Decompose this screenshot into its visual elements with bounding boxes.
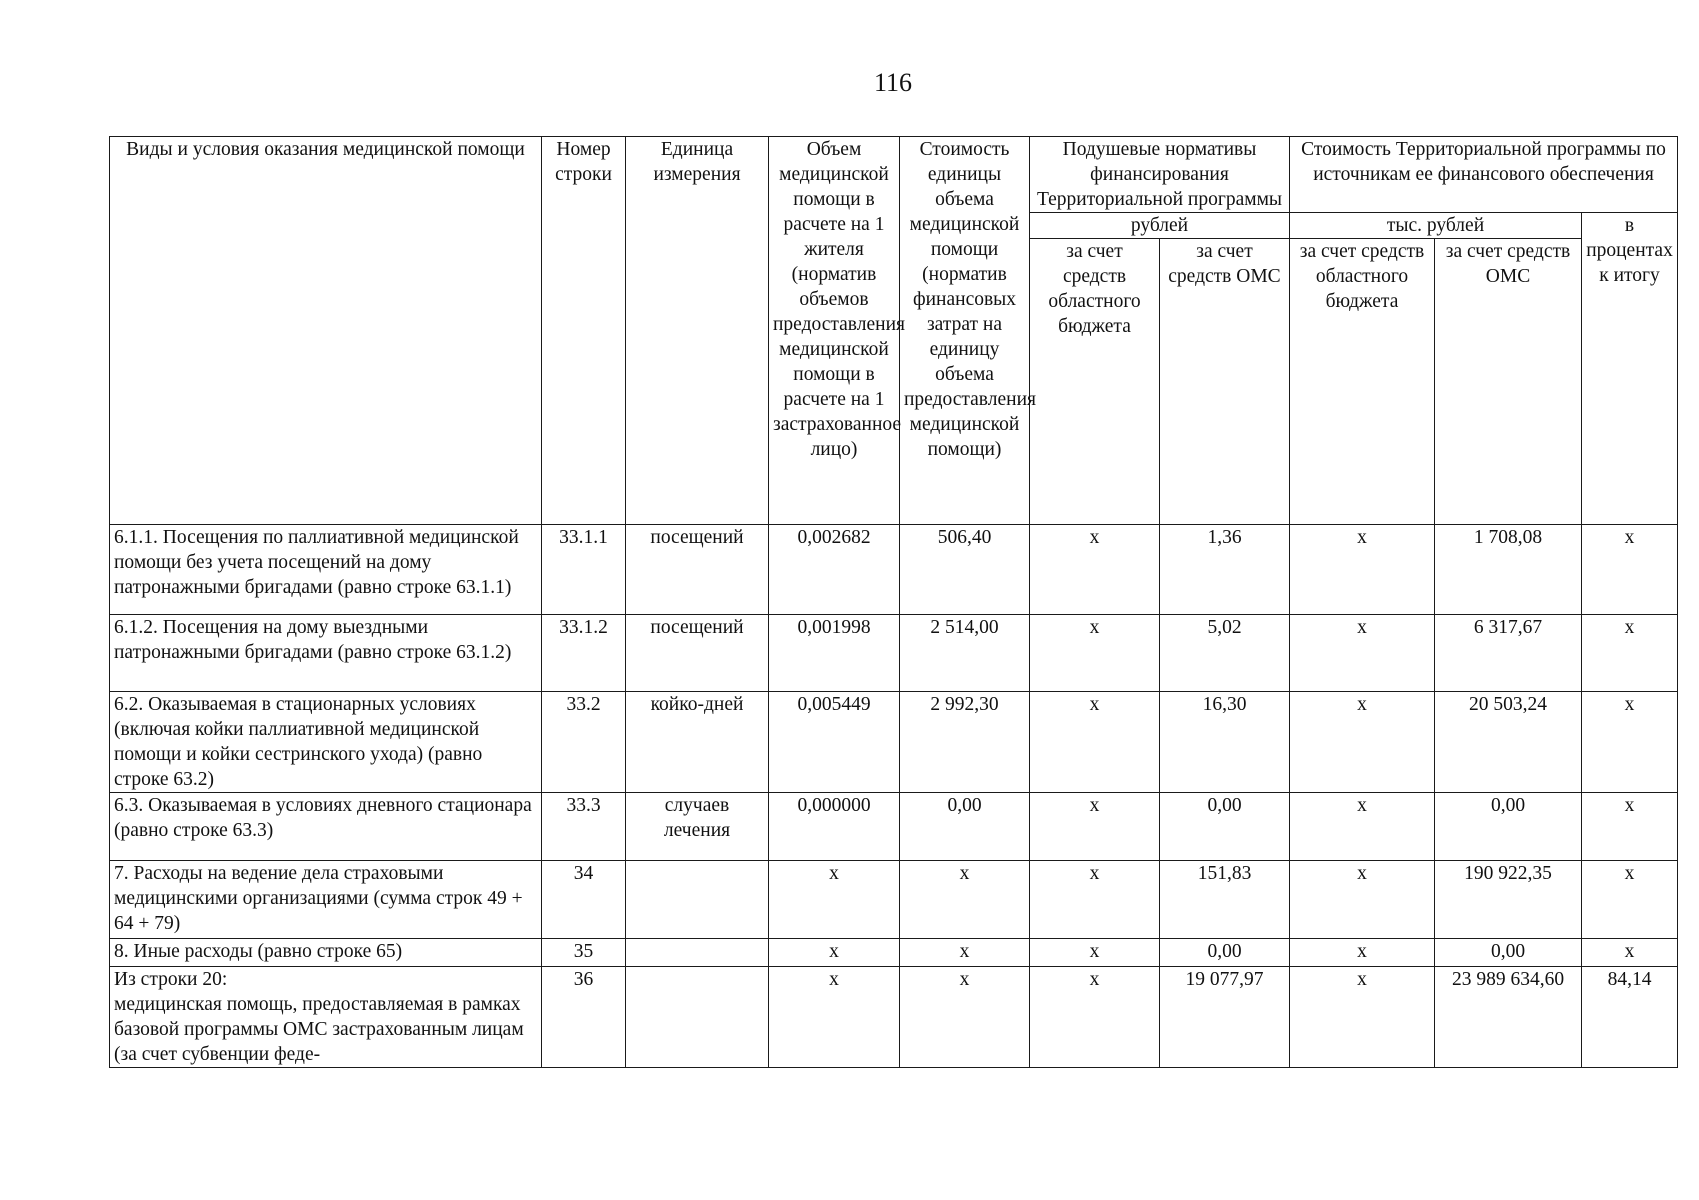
row-tc-budget: х xyxy=(1290,939,1435,967)
row-number: 33.1.1 xyxy=(542,525,626,615)
row-volume: 0,000000 xyxy=(769,793,900,861)
row-volume: х xyxy=(769,939,900,967)
row-percent: х xyxy=(1582,615,1678,692)
table-row xyxy=(110,861,1678,939)
row-tc-oms: 23 989 634,60 xyxy=(1435,967,1582,1068)
row-name: 7. Расходы на ведение дела страховыми медицинскими организациями (сумма строк 49 + 64 + 79) xyxy=(110,861,542,939)
row-cost: 0,00 xyxy=(900,793,1030,861)
table-row xyxy=(110,939,1678,967)
table-row xyxy=(110,615,1678,692)
header-type: Виды и условия оказания медицинской помощи xyxy=(110,137,542,525)
row-name: Из строки 20: xyxy=(114,969,228,990)
row-tc-budget: х xyxy=(1290,525,1435,615)
row-pc-budget: х xyxy=(1030,615,1160,692)
row-number: 33.2 xyxy=(542,692,626,793)
row-unit xyxy=(626,939,769,967)
row-number: 36 xyxy=(542,967,626,1068)
header-pc-oms: за счет средств ОМС xyxy=(1160,239,1290,525)
row-pc-oms: 151,83 xyxy=(1160,861,1290,939)
row-tc-oms: 190 922,35 xyxy=(1435,861,1582,939)
row-tc-budget: х xyxy=(1290,615,1435,692)
row-cost: х xyxy=(900,967,1030,1068)
row-percent: х xyxy=(1582,861,1678,939)
header-row-number: Номер строки xyxy=(542,137,626,525)
row-unit: случаев лечения xyxy=(626,793,769,861)
table-row xyxy=(110,525,1678,615)
row-pc-budget: х xyxy=(1030,939,1160,967)
header-volume: Объем медицинской помощи в расчете на 1 жителя (норматив объемов предоставления медицинской помощи в расчете на 1 застрахованное лицо) xyxy=(769,137,900,525)
row-tc-oms: 0,00 xyxy=(1435,939,1582,967)
financing-table xyxy=(109,136,1678,1068)
row-pc-budget: х xyxy=(1030,967,1160,1068)
row-unit xyxy=(626,967,769,1068)
row-pc-oms: 5,02 xyxy=(1160,615,1290,692)
header-cost: Стоимость единицы объема медицинской помощи (норматив финансовых затрат на единицу объема предоставления медицинской помощи) xyxy=(900,137,1030,525)
row-cost: 2 514,00 xyxy=(900,615,1030,692)
row-pc-oms: 19 077,97 xyxy=(1160,967,1290,1068)
row-name-cell xyxy=(110,967,542,1068)
header-program-cost-group: Стоимость Территориальной программы по источникам ее финансового обеспечения xyxy=(1290,137,1678,213)
header-thousand-rub: тыс. рублей xyxy=(1290,213,1582,239)
row-name: 6.1.1. Посещения по паллиативной медицинской помощи без учета посещений на дому патронажными бригадами (равно строке 63.1.1) xyxy=(110,525,542,615)
row-number: 33.3 xyxy=(542,793,626,861)
row-name: 6.3. Оказываемая в условиях дневного стационара (равно строке 63.3) xyxy=(110,793,542,861)
row-number: 35 xyxy=(542,939,626,967)
row-percent: х xyxy=(1582,525,1678,615)
page-number: 116 xyxy=(873,68,913,97)
header-tc-budget: за счет средств областного бюджета xyxy=(1290,239,1435,525)
row-tc-oms: 0,00 xyxy=(1435,793,1582,861)
row-volume: 0,005449 xyxy=(769,692,900,793)
row-cost: х xyxy=(900,939,1030,967)
row-percent: х xyxy=(1582,939,1678,967)
row-tc-oms: 6 317,67 xyxy=(1435,615,1582,692)
table-row xyxy=(110,692,1678,793)
row-pc-budget: х xyxy=(1030,525,1160,615)
row-tc-budget: х xyxy=(1290,692,1435,793)
row-name: 8. Иные расходы (равно строке 65) xyxy=(110,939,542,967)
row-number: 33.1.2 xyxy=(542,615,626,692)
row-cost: 2 992,30 xyxy=(900,692,1030,793)
row-pc-budget: х xyxy=(1030,861,1160,939)
row-number: 34 xyxy=(542,861,626,939)
header-percent: в процентах к итогу xyxy=(1582,213,1678,525)
row-tc-budget: х xyxy=(1290,967,1435,1068)
row-volume: 0,002682 xyxy=(769,525,900,615)
header-pc-budget: за счет средств областного бюджета xyxy=(1030,239,1160,525)
row-tc-budget: х xyxy=(1290,861,1435,939)
row-name: 6.2. Оказываемая в стационарных условиях (включая койки паллиативной медицинской помощи и койки сестринского ухода) (равно строке 63.2) xyxy=(110,692,542,793)
table-row xyxy=(110,967,1678,1068)
row-unit xyxy=(626,861,769,939)
header-row-1 xyxy=(110,137,1678,213)
row-percent: х xyxy=(1582,692,1678,793)
row-pc-oms: 1,36 xyxy=(1160,525,1290,615)
row-pc-oms: 0,00 xyxy=(1160,793,1290,861)
header-tc-oms: за счет средств ОМС xyxy=(1435,239,1582,525)
row-percent: х xyxy=(1582,793,1678,861)
header-rub: рублей xyxy=(1030,213,1290,239)
row-pc-budget: х xyxy=(1030,692,1160,793)
row-pc-oms: 16,30 xyxy=(1160,692,1290,793)
row-name-continuation: медицинская помощь, предоставляемая в рамках базовой программы ОМС застрахованным лицам (за счет субвенции феде- xyxy=(114,994,524,1065)
row-pc-oms: 0,00 xyxy=(1160,939,1290,967)
row-name: 6.1.2. Посещения на дому выездными патронажными бригадами (равно строке 63.1.2) xyxy=(110,615,542,692)
header-unit: Единица измерения xyxy=(626,137,769,525)
row-volume: 0,001998 xyxy=(769,615,900,692)
row-unit: койко-дней xyxy=(626,692,769,793)
header-per-capita-group: Подушевые нормативы финансирования Территориальной программы xyxy=(1030,137,1290,213)
row-volume: х xyxy=(769,861,900,939)
row-tc-budget: х xyxy=(1290,793,1435,861)
row-volume: х xyxy=(769,967,900,1068)
row-percent: 84,14 xyxy=(1582,967,1678,1068)
row-pc-budget: х xyxy=(1030,793,1160,861)
row-tc-oms: 1 708,08 xyxy=(1435,525,1582,615)
table-row xyxy=(110,793,1678,861)
row-tc-oms: 20 503,24 xyxy=(1435,692,1582,793)
row-cost: 506,40 xyxy=(900,525,1030,615)
row-unit: посещений xyxy=(626,615,769,692)
row-cost: х xyxy=(900,861,1030,939)
row-unit: посещений xyxy=(626,525,769,615)
